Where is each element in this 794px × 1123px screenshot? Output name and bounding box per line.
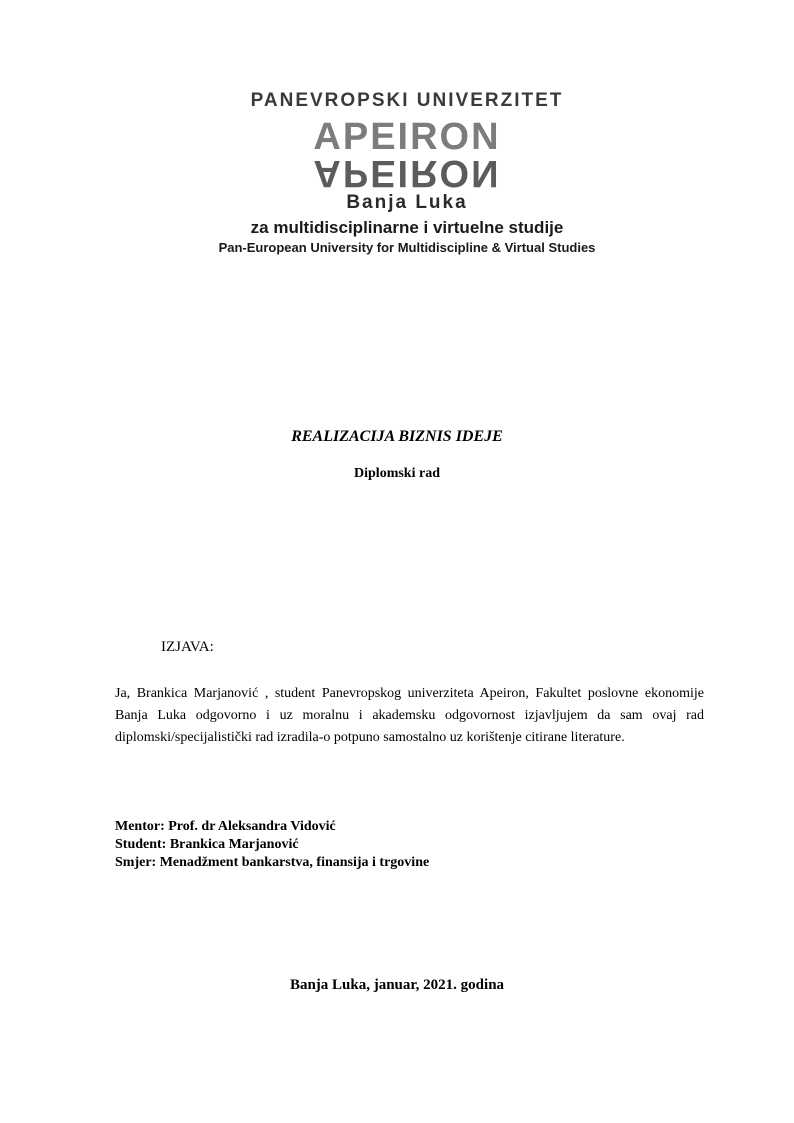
university-subtitle-english: Pan-European University for Multidiscipline & Virtual Studies <box>218 240 596 255</box>
smjer-line: Smjer: Menadžment bankarstva, finansija i trgovine <box>115 855 430 870</box>
statement-text: Ja, Brankica Marjanović , student Panevropskog univerziteta Apeiron, Fakultet poslovne ekonomije Banja Luka odgovorno i uz moralnu i akademsku odgovornost izjavljujem da sam ovaj rad diplomski/specijalistički rad izradila-o potpuno samostalno uz korištenje citirane literature. <box>115 686 704 745</box>
brand-word-mirrored: APEIRON <box>313 152 501 194</box>
statement-heading: IZJAVA: <box>161 639 214 655</box>
document-title: REALIZACIJA BIZNIS IDEJE <box>291 428 503 445</box>
university-city: Banja Luka <box>346 192 468 213</box>
university-name: PANEVROPSKI UNIVERZITET <box>250 90 564 111</box>
university-subtitle-local: za multidisciplinarne i virtuelne studije <box>250 218 564 237</box>
student-line: Student: Brankica Marjanović <box>115 837 299 852</box>
document-type: Diplomski rad <box>354 466 440 481</box>
mentor-line: Mentor: Prof. dr Aleksandra Vidović <box>115 819 336 834</box>
university-logo <box>90 90 724 260</box>
brand-word: APEIRON <box>313 116 501 158</box>
author-info <box>115 818 429 872</box>
place-and-date: Banja Luka, januar, 2021. godina <box>289 977 505 993</box>
